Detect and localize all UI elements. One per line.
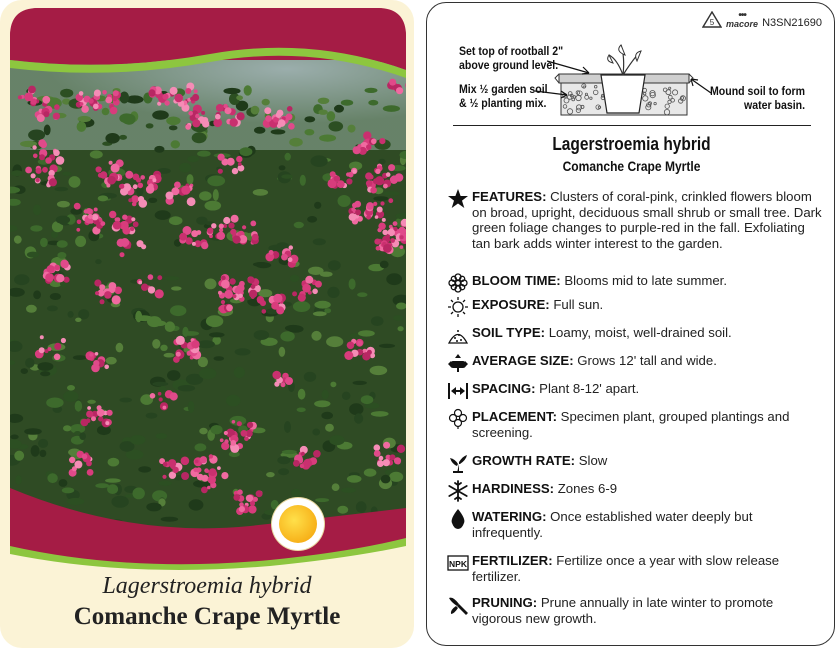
feature-text — [472, 509, 823, 540]
feature-label: GROWTH RATE: — [472, 453, 576, 468]
feature-text — [472, 381, 639, 397]
feature-text — [472, 273, 727, 289]
feature-placement — [447, 409, 823, 440]
feature-description: Loamy, moist, well-drained soil. — [548, 325, 732, 340]
diagram-label-soil-mix: Mix ½ garden soil & ½ planting mix. — [459, 82, 548, 110]
feature-label: FERTILIZER: — [472, 553, 553, 568]
feature-text — [472, 353, 717, 369]
front-scientific-name: Lagerstroemia hybrid — [102, 573, 312, 599]
feature-growth-rate — [447, 453, 823, 474]
growth-icon — [447, 452, 469, 474]
plant-photo — [10, 60, 406, 530]
full-sun-icon — [272, 498, 324, 550]
placement-icon — [447, 408, 469, 430]
spacing-icon — [447, 380, 469, 402]
bloom-icon — [447, 272, 469, 294]
top-wave — [10, 8, 406, 98]
front-card — [0, 0, 414, 648]
back-scientific-name: Lagerstroemia hybrid — [552, 134, 711, 154]
feature-label: WATERING: — [472, 509, 547, 524]
feature-description: Clusters of coral-pink, crinkled flowers bloom on broad, upright, deciduous small shrub or small tree. Dark green foliage changes to purple-red in the fall. Exfoliating tan bark adds winter interest to the garden. — [472, 189, 822, 251]
feature-description: Once established water deeply but infrequently. — [472, 509, 753, 540]
feature-fertilizer — [447, 553, 823, 584]
feature-label: FEATURES: — [472, 189, 547, 204]
feature-label: PRUNING: — [472, 595, 538, 610]
feature-text — [472, 409, 823, 440]
size-icon — [447, 352, 469, 374]
feature-soil-type — [447, 325, 823, 346]
feature-text — [472, 595, 823, 626]
feature-text — [472, 553, 823, 584]
product-code: N3SN21690 — [762, 17, 822, 29]
feature-description: Plant 8-12' apart. — [539, 381, 640, 396]
front-common-name: Comanche Crape Myrtle — [73, 603, 341, 630]
npk-icon — [447, 552, 469, 574]
feature-average-size — [447, 353, 823, 374]
crape-myrtle-flowers-photo — [10, 60, 406, 530]
feature-text — [472, 189, 823, 251]
diagram-label-mound: Mound soil to form water basin. — [710, 84, 806, 112]
feature-label: BLOOM TIME: — [472, 273, 561, 288]
feature-description: Full sun. — [553, 297, 604, 312]
recycle-icon — [702, 11, 722, 29]
feature-description: Zones 6-9 — [557, 481, 618, 496]
feature-watering — [447, 509, 823, 540]
back-card — [426, 2, 835, 646]
feature-spacing — [447, 381, 823, 402]
feature-label: EXPOSURE: — [472, 297, 550, 312]
feature-label: PLACEMENT: — [472, 409, 557, 424]
diagram-label-rootball: Set top of rootball 2" above ground level. — [459, 44, 564, 72]
star-icon — [447, 188, 469, 210]
feature-label: HARDINESS: — [472, 481, 555, 496]
feature-description: Specimen plant, grouped plantings and screening. — [472, 409, 790, 440]
feature-description: Grows 12' tall and wide. — [577, 353, 717, 368]
back-common-name: Comanche Crape Myrtle — [562, 158, 701, 174]
pruning-shears-icon — [447, 594, 469, 616]
bottom-wave — [10, 478, 406, 578]
feature-bloom-time — [447, 273, 823, 294]
feature-features — [447, 189, 823, 251]
feature-label: SPACING: — [472, 381, 536, 396]
divider — [453, 125, 811, 126]
feature-label: AVERAGE SIZE: — [472, 353, 574, 368]
macore-logo: ••• macore — [726, 10, 759, 29]
logo-area — [702, 11, 822, 29]
feature-text — [472, 481, 617, 497]
feature-hardiness — [447, 481, 823, 502]
feature-description: Fertilize once a year with slow release fertilizer. — [472, 553, 780, 584]
feature-description: Blooms mid to late summer. — [564, 273, 728, 288]
svg-text:5: 5 — [709, 18, 715, 27]
feature-exposure — [447, 297, 823, 318]
feature-pruning — [447, 595, 823, 626]
planting-diagram — [427, 37, 836, 125]
feature-text — [472, 325, 732, 341]
soil-icon — [447, 324, 469, 346]
feature-text — [472, 297, 603, 313]
feature-description: Prune annually in late winter to promote vigorous new growth. — [472, 595, 774, 626]
snowflake-icon — [447, 480, 469, 502]
svg-text:NPK: NPK — [449, 559, 467, 569]
sun-icon — [447, 296, 469, 318]
feature-label: SOIL TYPE: — [472, 325, 546, 340]
feature-description: Slow — [578, 453, 608, 468]
feature-text — [472, 453, 607, 469]
water-drop-icon — [447, 508, 469, 530]
